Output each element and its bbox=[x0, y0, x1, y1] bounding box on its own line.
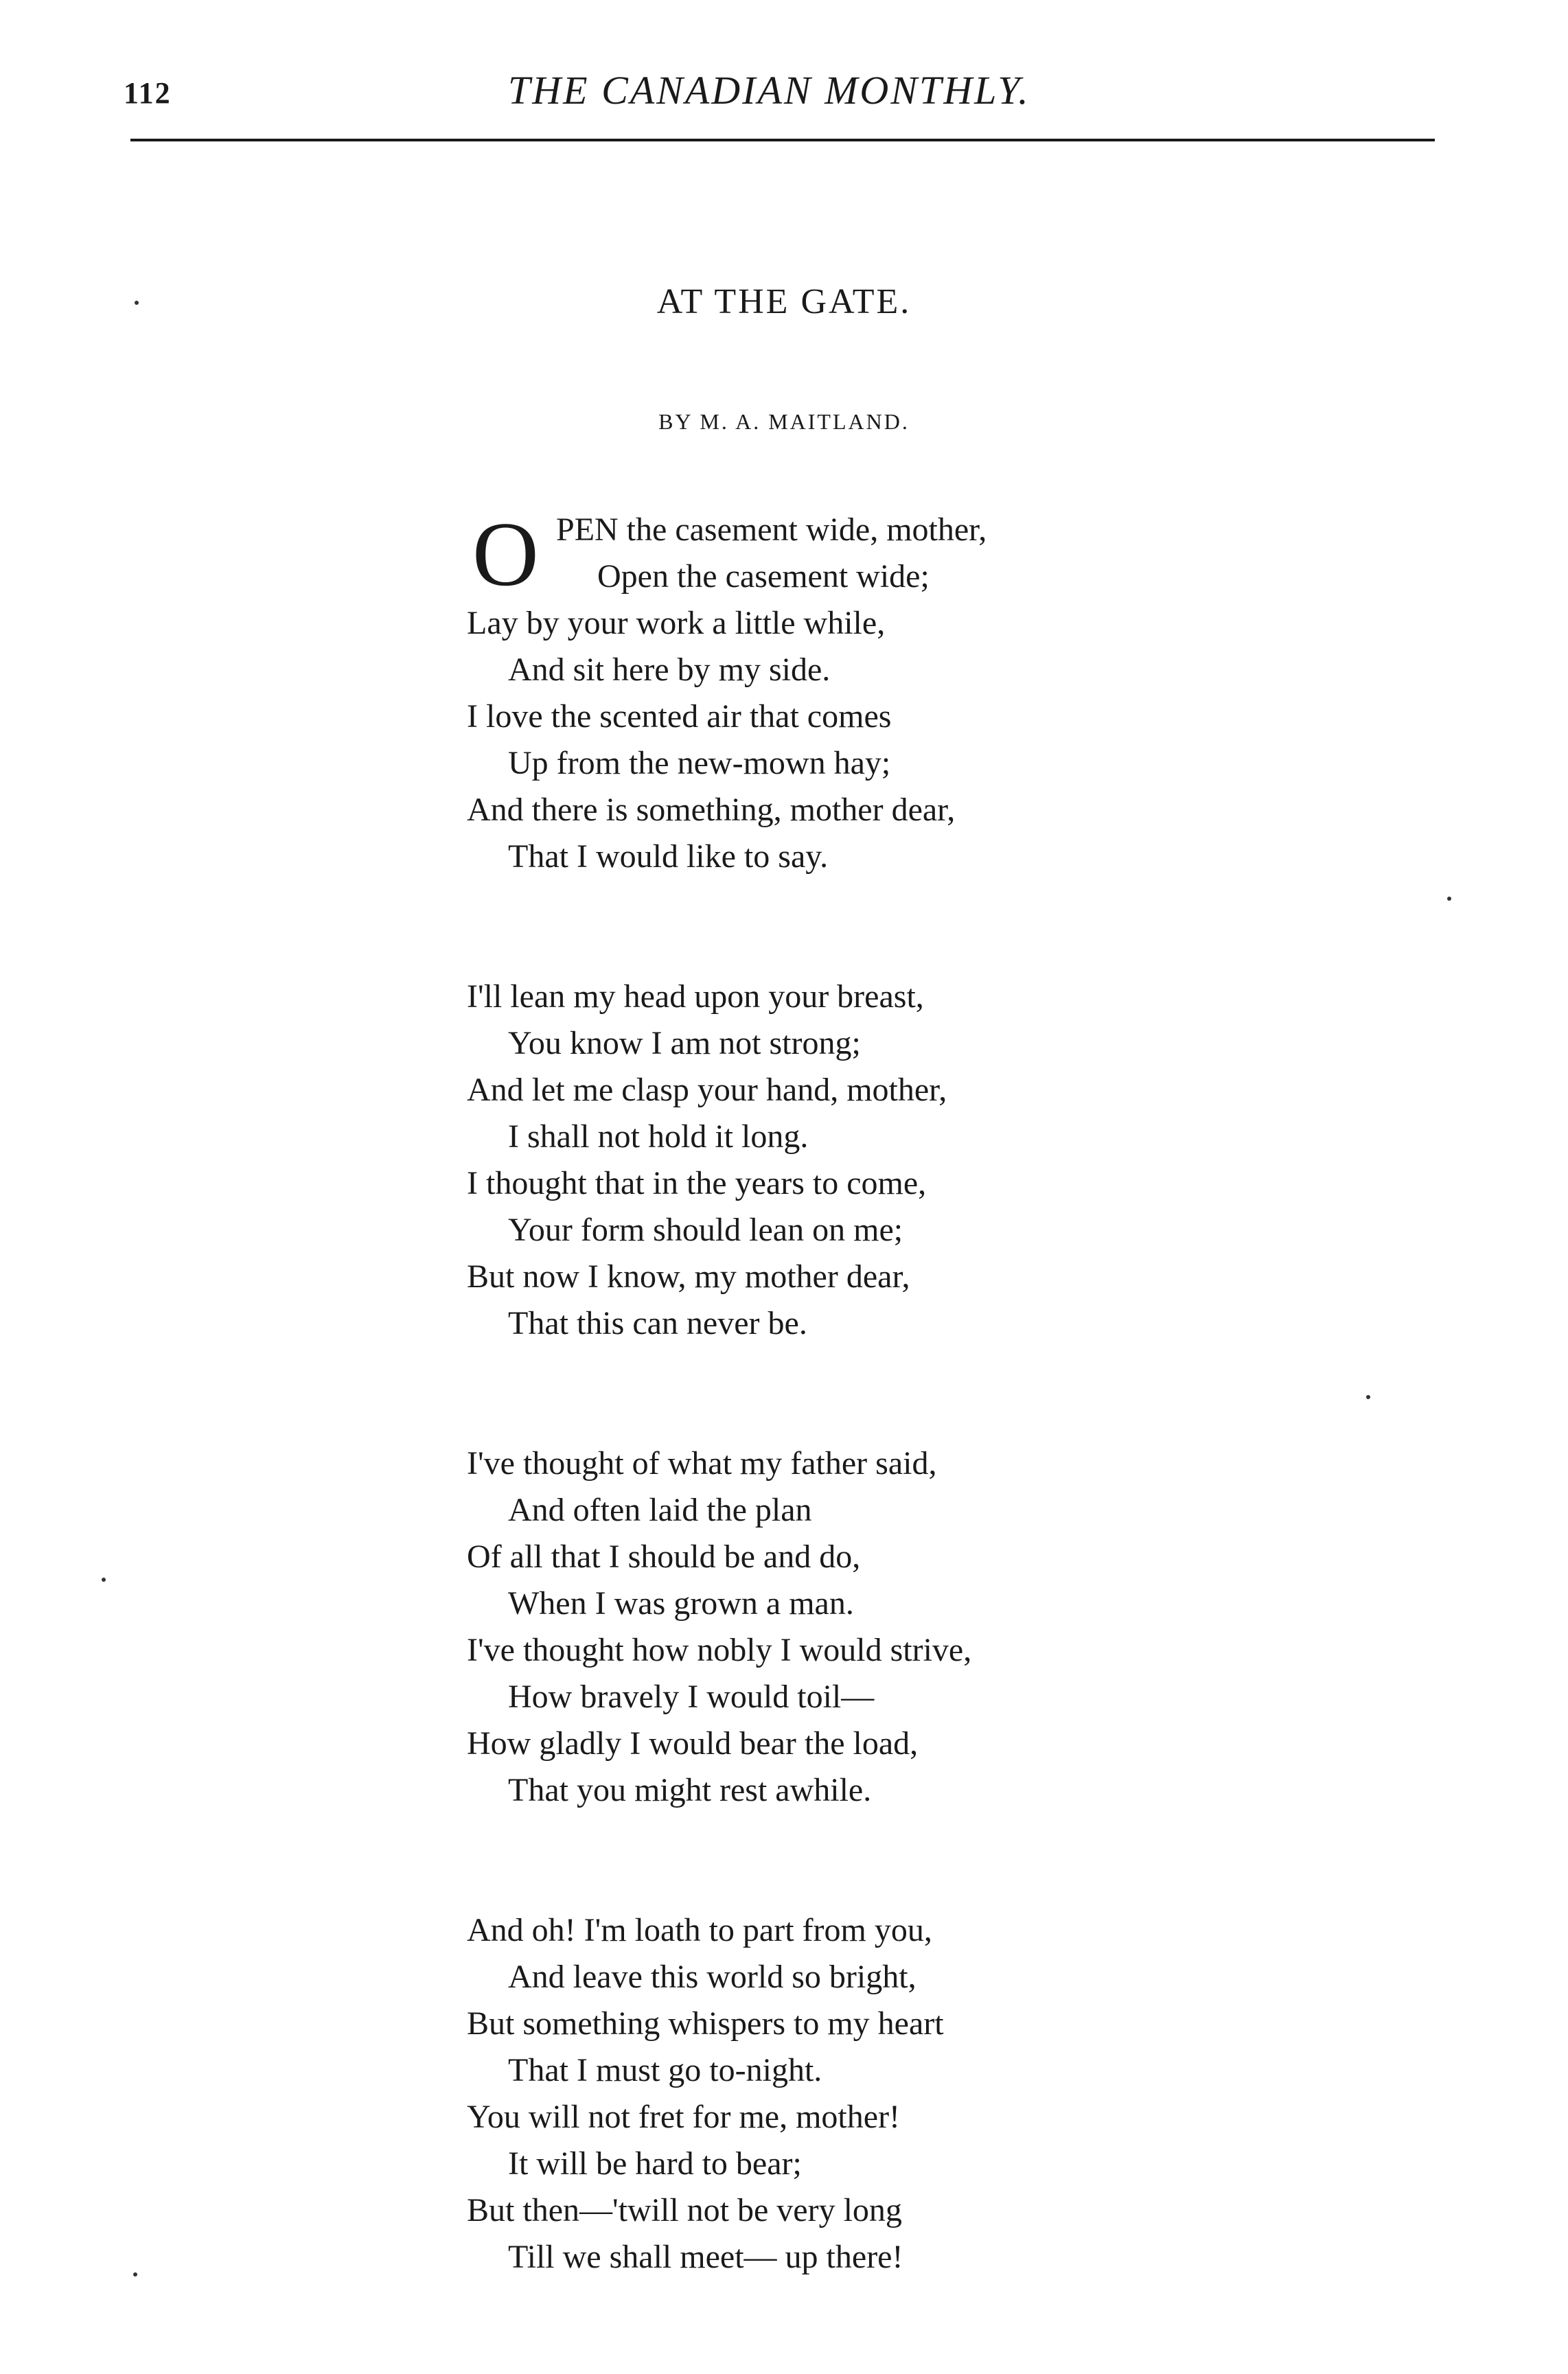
poem-title: AT THE GATE. bbox=[656, 282, 912, 321]
poem-line: You know I am not strong; bbox=[508, 1025, 861, 1061]
scan-speck bbox=[102, 1578, 106, 1582]
poem-line: I thought that in the years to come, bbox=[467, 1165, 927, 1201]
poem-line: Open the casement wide; bbox=[597, 558, 930, 595]
poem-line: And leave this world so bright, bbox=[508, 1959, 916, 1995]
stanza-opening bbox=[467, 503, 1428, 605]
poem-body bbox=[467, 503, 1428, 2374]
poem-line: But then—'twill not be very long bbox=[467, 2192, 902, 2228]
poem-line: That this can never be. bbox=[508, 1305, 807, 1341]
poem-line: But now I know, my mother dear, bbox=[467, 1258, 910, 1295]
poem-line: Your form should lean on me; bbox=[508, 1212, 903, 1248]
stanza-2 bbox=[467, 973, 1428, 1347]
running-head: THE CANADIAN MONTHLY. bbox=[508, 68, 1030, 113]
scan-speck bbox=[135, 301, 139, 305]
stanza-1 bbox=[467, 503, 1428, 880]
poem-line: It will be hard to bear; bbox=[508, 2145, 802, 2182]
poem-line: Up from the new-mown hay; bbox=[508, 745, 891, 781]
poem-line: Lay by your work a little while, bbox=[467, 605, 886, 641]
poem-line: Till we shall meet— up there! bbox=[508, 2239, 903, 2275]
poem-line: That you might rest awhile. bbox=[508, 1772, 872, 1808]
header-rule bbox=[130, 139, 1435, 141]
poem-line: That I would like to say. bbox=[508, 838, 829, 875]
poem-line: I love the scented air that comes bbox=[467, 698, 892, 735]
poem-byline: BY M. A. MAITLAND. bbox=[658, 409, 910, 434]
stanza-3 bbox=[467, 1440, 1428, 1814]
poem-line: And often laid the plan bbox=[508, 1492, 812, 1528]
poem-line: How gladly I would bear the load, bbox=[467, 1725, 919, 1762]
poem-line: I've thought of what my father said, bbox=[467, 1445, 937, 1482]
poem-line: You will not fret for me, mother! bbox=[467, 2099, 901, 2135]
poem-line: PEN the casement wide, mother, bbox=[556, 511, 987, 548]
poem-line: I've thought how nobly I would strive, bbox=[467, 1632, 972, 1668]
poem-line: When I was grown a man. bbox=[508, 1585, 854, 1622]
poem-line: But something whispers to my heart bbox=[467, 2005, 944, 2042]
scan-speck bbox=[1447, 897, 1451, 901]
page-number: 112 bbox=[124, 76, 172, 110]
drop-cap: O bbox=[472, 503, 539, 605]
stanza-4 bbox=[467, 1907, 1428, 2281]
scan-speck bbox=[1366, 1395, 1370, 1399]
poem-line: I'll lean my head upon your breast, bbox=[467, 978, 924, 1015]
poem-line: I shall not hold it long. bbox=[508, 1118, 809, 1155]
poem-line: How bravely I would toil— bbox=[508, 1679, 875, 1715]
poem-line: And oh! I'm loath to part from you, bbox=[467, 1912, 932, 1948]
poem-line: Of all that I should be and do, bbox=[467, 1539, 861, 1575]
poem-line: And let me clasp your hand, mother, bbox=[467, 1072, 947, 1108]
scan-speck bbox=[133, 2272, 137, 2277]
poem-line: And sit here by my side. bbox=[508, 652, 831, 688]
poem-line: And there is something, mother dear, bbox=[467, 792, 956, 828]
poem-line: That I must go to-night. bbox=[508, 2052, 822, 2088]
